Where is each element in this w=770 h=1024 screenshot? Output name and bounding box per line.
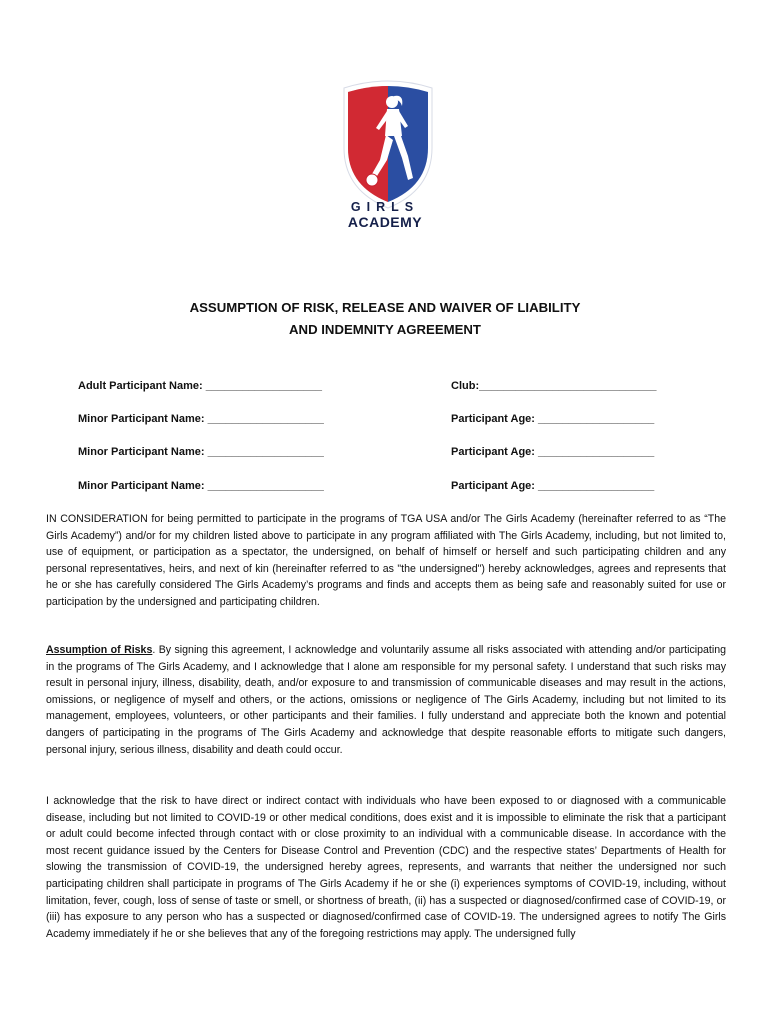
minor-participant-name-field-3[interactable]: Minor Participant Name: ___________________ [78, 480, 324, 492]
adult-participant-name-field[interactable]: Adult Participant Name: ___________________ [78, 380, 322, 392]
title-line-2: AND INDEMNITY AGREEMENT [289, 322, 481, 337]
participant-age-field-1[interactable]: Participant Age: ___________________ [451, 413, 655, 425]
logo-wordmark-girls: GIRLS [350, 200, 420, 214]
minor-participant-name-field-2[interactable]: Minor Participant Name: ___________________ [78, 446, 324, 458]
assumption-of-risks-paragraph [46, 642, 726, 758]
participant-age-field-3[interactable]: Participant Age: ___________________ [451, 480, 655, 492]
assumption-of-risks-text: . By signing this agreement, I acknowledge and voluntarily assume all risks associated with attending and/or participating in the programs of The Girls Academy, and I acknowledge that I alone am responsible for my personal safety. I understand that such risks may result in personal injury, illness, disability, death, and/or exposure to and transmission of communicable diseases and may result in the actions, omissions, or negligence of myself and others, or the actions, omissions or negligence of The Girls Academy, including but not limited to its management, employees, volunteers, or other participants and their families. I fully understand and appreciate both the known and potential dangers of participating in the programs of The Girls Academy and acknowledge that despite reasonable efforts to mitigate such dangers, personal injury, serious illness, disability and death could occur. [46, 644, 726, 756]
club-field[interactable]: Club:_____________________________ [451, 380, 657, 392]
assumption-of-risks-heading: Assumption of Risks [46, 644, 153, 656]
minor-participant-name-field-1[interactable]: Minor Participant Name: ___________________ [78, 413, 324, 425]
document-title [60, 297, 710, 341]
covid-acknowledgement-paragraph: I acknowledge that the risk to have direct or indirect contact with individuals who have been exposed to or diagnosed with a communicable disease, including but not limited to COVID-19 or other medical conditions, does exist and it is impossible to eliminate the risk that a participant or adult could become infected through contact with or close proximity to an individual with a communicable disease. In accordance with the most recent guidance issued by the Centers for Disease Control and Prevention (CDC) and the respective states’ Departments of Health for slowing the transmission of COVID-19, the undersigned hereby agrees, represents, and warrants that neither the undersigned nor such participating children shall participate in programs of The Girls Academy if he or she (i) experiences symptoms of COVID-19, including, without limitation, fever, cough, loss of sense of taste or smell, or shortness of breath, (ii) has a suspected or diagnosed/confirmed case of COVID-19, or (iii) has exposure to any person who has a suspected or diagnosed/confirmed case of COVID-19. The undersigned agrees to notify The Girls Academy immediately if he or she believes that any of the foregoing restrictions may apply. The undersigned fully [46, 795, 726, 940]
title-line-1: ASSUMPTION OF RISK, RELEASE AND WAIVER OF LIABILITY [189, 300, 581, 315]
participant-age-field-2[interactable]: Participant Age: ___________________ [451, 446, 655, 458]
logo-wordmark-academy: ACADEMY [347, 214, 423, 230]
consideration-paragraph: IN CONSIDERATION for being permitted to participate in the programs of TGA USA and/or The Girls Academy (hereinafter referred to as “The Girls Academy”) and/or for my children listed above to participate in any program affiliated with The Girls Academy, including, but not limited to, use of equipment, or participation as a spectator, the undersigned, on behalf of himself or herself and such participating children and any personal representatives, heirs, and next of kin (hereinafter referred to as "the undersigned") hereby acknowledges, agrees and represents that he or she has carefully considered The Girls Academy’s programs and finds and accepts them as being safe and reasonably suited for use or participation by the undersigned and participating children. [46, 513, 726, 608]
